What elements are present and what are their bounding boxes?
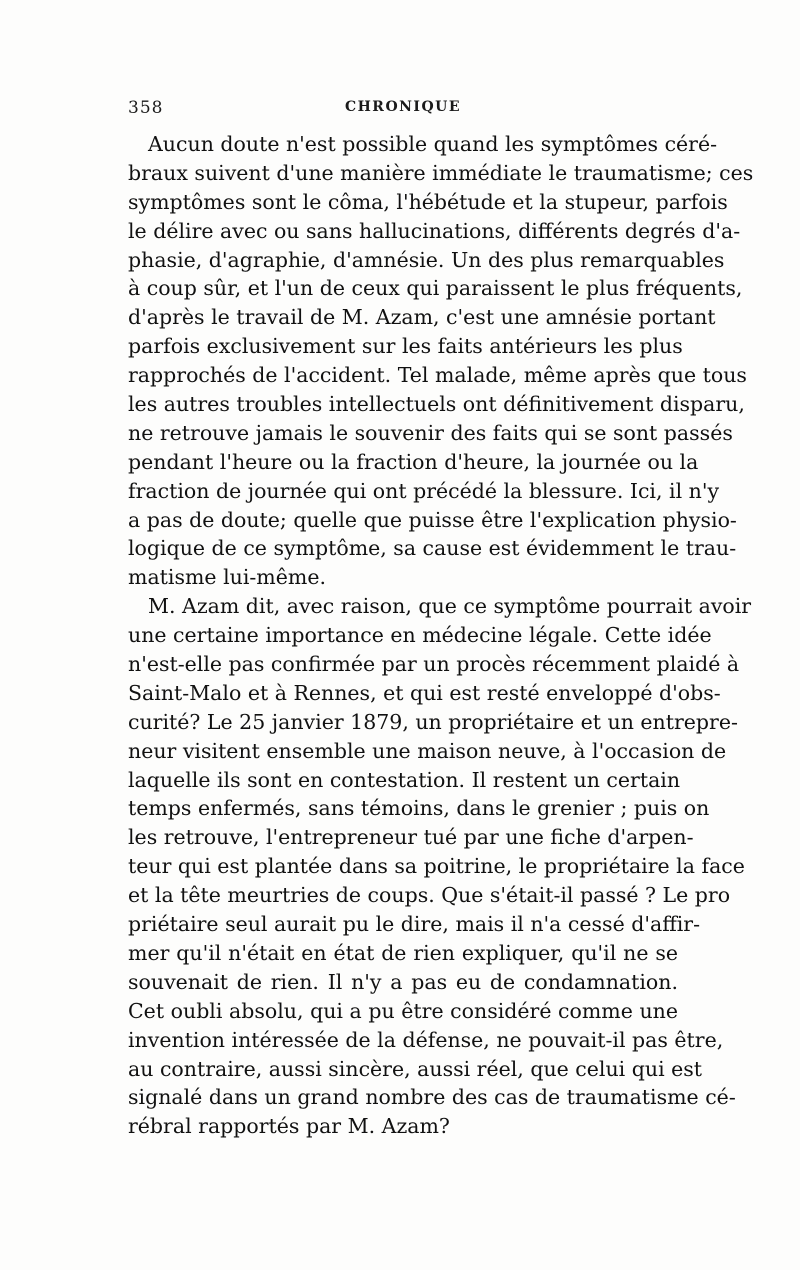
text-line: Cet oubli absolu, qui a pu être considéré comme une (128, 998, 678, 1023)
text-line: rapprochés de l'accident. Tel malade, même après que tous (128, 363, 747, 388)
text-line: les retrouve, l'entrepreneur tué par une fiche d'arpen- (128, 825, 694, 850)
text-line: parfois exclusivement sur les faits antérieurs les plus (128, 334, 683, 359)
paragraph-1 (128, 130, 754, 592)
text-line: symptômes sont le côma, l'hébétude et la stupeur, parfois (128, 189, 728, 214)
text-line: n'est-elle pas confirmée par un procès récemment plaidé à (128, 652, 740, 677)
text-line: logique de ce symptôme, sa cause est évidemment le trau- (128, 536, 737, 561)
text-line: signalé dans un grand nombre des cas de traumatisme cé- (128, 1085, 736, 1110)
text-line: a pas de doute; quelle que puisse être l'explication physio- (128, 507, 737, 532)
text-line: neur visitent ensemble une maison neuve, à l'occasion de (128, 738, 727, 763)
body-text (128, 130, 754, 1141)
text-line: fraction de journée qui ont précédé la blessure. Ici, il n'y (128, 478, 720, 503)
text-line: d'après le travail de M. Azam, c'est une amnésie portant (128, 305, 716, 330)
text-line: priétaire seul aurait pu le dire, mais il n'a cessé d'affir- (128, 912, 701, 937)
text-line: braux suivent d'une manière immédiate le traumatisme; ces (128, 160, 754, 185)
text-line: et la tête meurtries de coups. Que s'était-il passé ? Le pro (128, 883, 731, 908)
running-head (128, 98, 678, 124)
paragraph-2 (128, 592, 752, 1141)
text-line: pendant l'heure ou la fraction d'heure, la journée ou la (128, 449, 699, 474)
text-line: souvenait de rien. Il n'y a pas eu de condamnation. (128, 969, 678, 994)
text-line: le délire avec ou sans hallucinations, différents degrés d'a- (128, 218, 741, 243)
text-line: au contraire, aussi sincère, aussi réel, que celui qui est (128, 1056, 703, 1081)
text-line: mer qu'il n'était en état de rien expliquer, qu'il ne se (128, 940, 678, 965)
text-line: M. Azam dit, avec raison, que ce symptôme pourrait avoir (148, 594, 752, 619)
text-line: rébral rapportés par M. Azam? (128, 1114, 450, 1139)
text-line: matisme lui-même. (128, 565, 326, 590)
text-line: invention intéressée de la défense, ne pouvait-il pas être, (128, 1027, 724, 1052)
text-line: ne retrouve jamais le souvenir des faits qui se sont passés (128, 420, 733, 445)
text-line: temps enfermés, sans témoins, dans le grenier ; puis on (128, 796, 710, 821)
text-line: curité? Le 25 janvier 1879, un propriétaire et un entrepre- (128, 709, 738, 734)
text-line: à coup sûr, et l'un de ceux qui paraissent le plus fréquents, (128, 276, 743, 301)
text-line: Aucun doute n'est possible quand les symptômes céré- (148, 132, 718, 156)
text-line: teur qui est plantée dans sa poitrine, le propriétaire la face (128, 854, 745, 879)
section-title: CHRONIQUE (344, 99, 462, 115)
text-line: Saint-Malo et à Rennes, et qui est resté enveloppé d'obs- (128, 680, 721, 705)
text-line: les autres troubles intellectuels ont définitivement disparu, (128, 392, 745, 417)
page-number: 358 (128, 98, 164, 118)
text-line: laquelle ils sont en contestation. Il restent un certain (128, 767, 681, 792)
text-line: phasie, d'agraphie, d'amnésie. Un des plus remarquables (128, 247, 725, 272)
text-line: une certaine importance en médecine légale. Cette idée (128, 623, 712, 648)
